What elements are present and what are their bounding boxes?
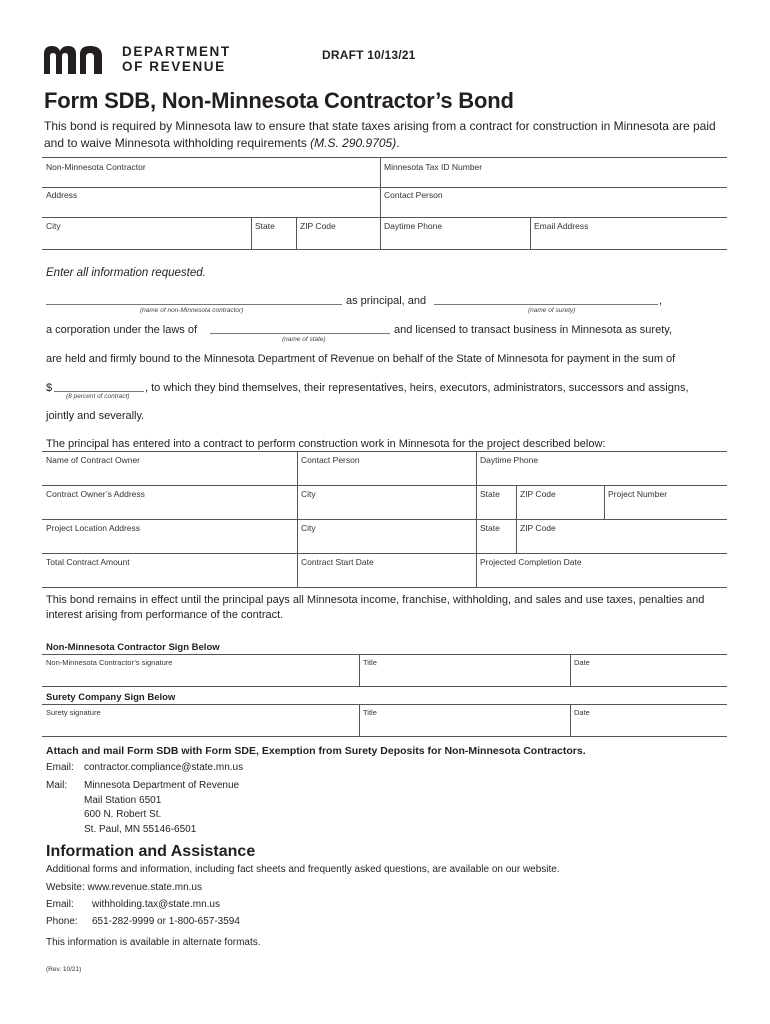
form-title: Form SDB, Non-Minnesota Contractor’s Bond bbox=[44, 88, 514, 113]
enter-info-note: Enter all information requested. bbox=[46, 267, 206, 279]
info-email-link[interactable]: withholding.tax@state.mn.us bbox=[92, 899, 220, 910]
held-text: are held and firmly bound to the Minnesota Department of Revenue on behalf of the State of Minnesota for payment in the sum of bbox=[46, 353, 676, 365]
location-state-field[interactable]: State bbox=[480, 523, 500, 533]
principal-entered-text: The principal has entered into a contract to perform construction work in Minnesota for the project described below: bbox=[46, 438, 606, 450]
forms-text: Additional forms and information, including fact sheets and frequently asked questions, are available on our website. bbox=[46, 864, 560, 875]
info-email-label: Email: bbox=[46, 899, 74, 910]
state-caption: (name of state) bbox=[282, 336, 326, 343]
mail-label: Mail: bbox=[46, 780, 68, 791]
contact-person-field[interactable]: Contact Person bbox=[384, 190, 443, 200]
owner-field[interactable]: Name of Contract Owner bbox=[46, 455, 141, 465]
revision-label: (Rev. 10/21) bbox=[46, 966, 82, 973]
intro-text: This bond is required by Minnesota law to ensure that state taxes arising from a contract for construction in Minnesota are paid and to waive Minnesota withholding requirements bbox=[44, 119, 716, 150]
alternate-formats-text: This information is available in alternate formats. bbox=[46, 937, 261, 948]
owner-city-field[interactable]: City bbox=[301, 489, 316, 499]
surety-date-field[interactable]: Date bbox=[574, 708, 590, 717]
zip-field[interactable]: ZIP Code bbox=[300, 221, 336, 231]
contractor-field[interactable]: Non-Minnesota Contractor bbox=[46, 162, 146, 172]
contractor-sign-heading: Non-Minnesota Contractor Sign Below bbox=[46, 642, 220, 653]
bond-amount-line[interactable] bbox=[54, 391, 144, 392]
corp-under-text: a corporation under the laws of bbox=[46, 324, 198, 336]
percent-caption: (8 percent of contract) bbox=[66, 393, 130, 400]
email-field[interactable]: Email Address bbox=[534, 221, 589, 231]
info-phone-label: Phone: bbox=[46, 916, 78, 927]
licensed-text: and licensed to transact business in Minnesota as surety, bbox=[394, 324, 673, 336]
surety-caption: (name of surety) bbox=[528, 307, 576, 314]
contractor-caption: (name of non-Minnesota contractor) bbox=[140, 307, 244, 314]
principal-name-line[interactable] bbox=[46, 304, 342, 305]
mn-logo-icon bbox=[44, 44, 116, 74]
to-which-text: , to which they bind themselves, their representatives, heirs, executors, administrators, successors and assigns, bbox=[145, 382, 689, 394]
project-contact-field[interactable]: Contact Person bbox=[301, 455, 360, 465]
contractor-date-field[interactable]: Date bbox=[574, 658, 590, 667]
owner-state-field[interactable]: State bbox=[480, 489, 500, 499]
address-line: 600 N. Robert St. bbox=[84, 809, 162, 820]
remains-paragraph: This bond remains in effect until the principal pays all Minnesota income, franchise, withholding, and sales and use taxes, penalties and interest arising from performance of the contract. bbox=[46, 594, 705, 621]
address-line: Mail Station 6501 bbox=[84, 794, 162, 806]
total-amount-field[interactable]: Total Contract Amount bbox=[46, 557, 130, 567]
project-number-field[interactable]: Project Number bbox=[608, 489, 668, 499]
address-line: St. Paul, MN 55146-6501 bbox=[84, 823, 197, 835]
dollar-sign: $ bbox=[46, 382, 53, 394]
owner-zip-field[interactable]: ZIP Code bbox=[520, 489, 556, 499]
location-city-field[interactable]: City bbox=[301, 523, 316, 533]
address-field[interactable]: Address bbox=[46, 190, 78, 200]
jointly-text: jointly and severally. bbox=[46, 410, 145, 422]
location-field[interactable]: Project Location Address bbox=[46, 523, 141, 533]
surety-title-field[interactable]: Title bbox=[363, 708, 377, 717]
statute-reference: (M.S. 290.9705) bbox=[310, 136, 397, 150]
comma-text: , bbox=[659, 295, 663, 307]
department-logo bbox=[44, 44, 244, 78]
logo-line2: OF REVENUE bbox=[122, 59, 226, 74]
mail-email-label: Email: bbox=[46, 762, 74, 773]
contractor-title-field[interactable]: Title bbox=[363, 658, 377, 667]
contractor-signature-field[interactable]: Non-Minnesota Contractor’s signature bbox=[46, 658, 173, 667]
state-name-line[interactable] bbox=[210, 333, 390, 334]
intro-paragraph bbox=[44, 118, 724, 152]
website-text[interactable]: Website: www.revenue.state.mn.us bbox=[46, 882, 202, 893]
state-field[interactable]: State bbox=[255, 221, 275, 231]
surety-name-line[interactable] bbox=[434, 304, 658, 305]
info-phone: 651-282-9999 or 1-800-657-3594 bbox=[92, 916, 240, 927]
start-date-field[interactable]: Contract Start Date bbox=[301, 557, 374, 567]
location-zip-field[interactable]: ZIP Code bbox=[520, 523, 556, 533]
mail-email-link[interactable]: contractor.compliance@state.mn.us bbox=[84, 762, 244, 773]
draft-label: DRAFT 10/13/21 bbox=[322, 48, 416, 62]
surety-signature-field[interactable]: Surety signature bbox=[46, 708, 101, 717]
logo-line1: DEPARTMENT bbox=[122, 44, 231, 59]
address-line: Minnesota Department of Revenue bbox=[84, 780, 240, 791]
as-principal-text: as principal, and bbox=[346, 295, 427, 307]
completion-date-field[interactable]: Projected Completion Date bbox=[480, 557, 582, 567]
city-field[interactable]: City bbox=[46, 221, 61, 231]
project-phone-field[interactable]: Daytime Phone bbox=[480, 455, 539, 465]
intro-end: . bbox=[396, 136, 400, 150]
info-heading: Information and Assistance bbox=[46, 843, 256, 860]
mail-address bbox=[84, 779, 239, 837]
surety-sign-heading: Surety Company Sign Below bbox=[46, 692, 176, 703]
tax-id-field[interactable]: Minnesota Tax ID Number bbox=[384, 162, 483, 172]
mail-heading: Attach and mail Form SDB with Form SDE, Exemption from Surety Deposits for Non-Minnesota Contractors. bbox=[46, 745, 586, 757]
owner-address-field[interactable]: Contract Owner’s Address bbox=[46, 489, 145, 499]
phone-field[interactable]: Daytime Phone bbox=[384, 221, 443, 231]
